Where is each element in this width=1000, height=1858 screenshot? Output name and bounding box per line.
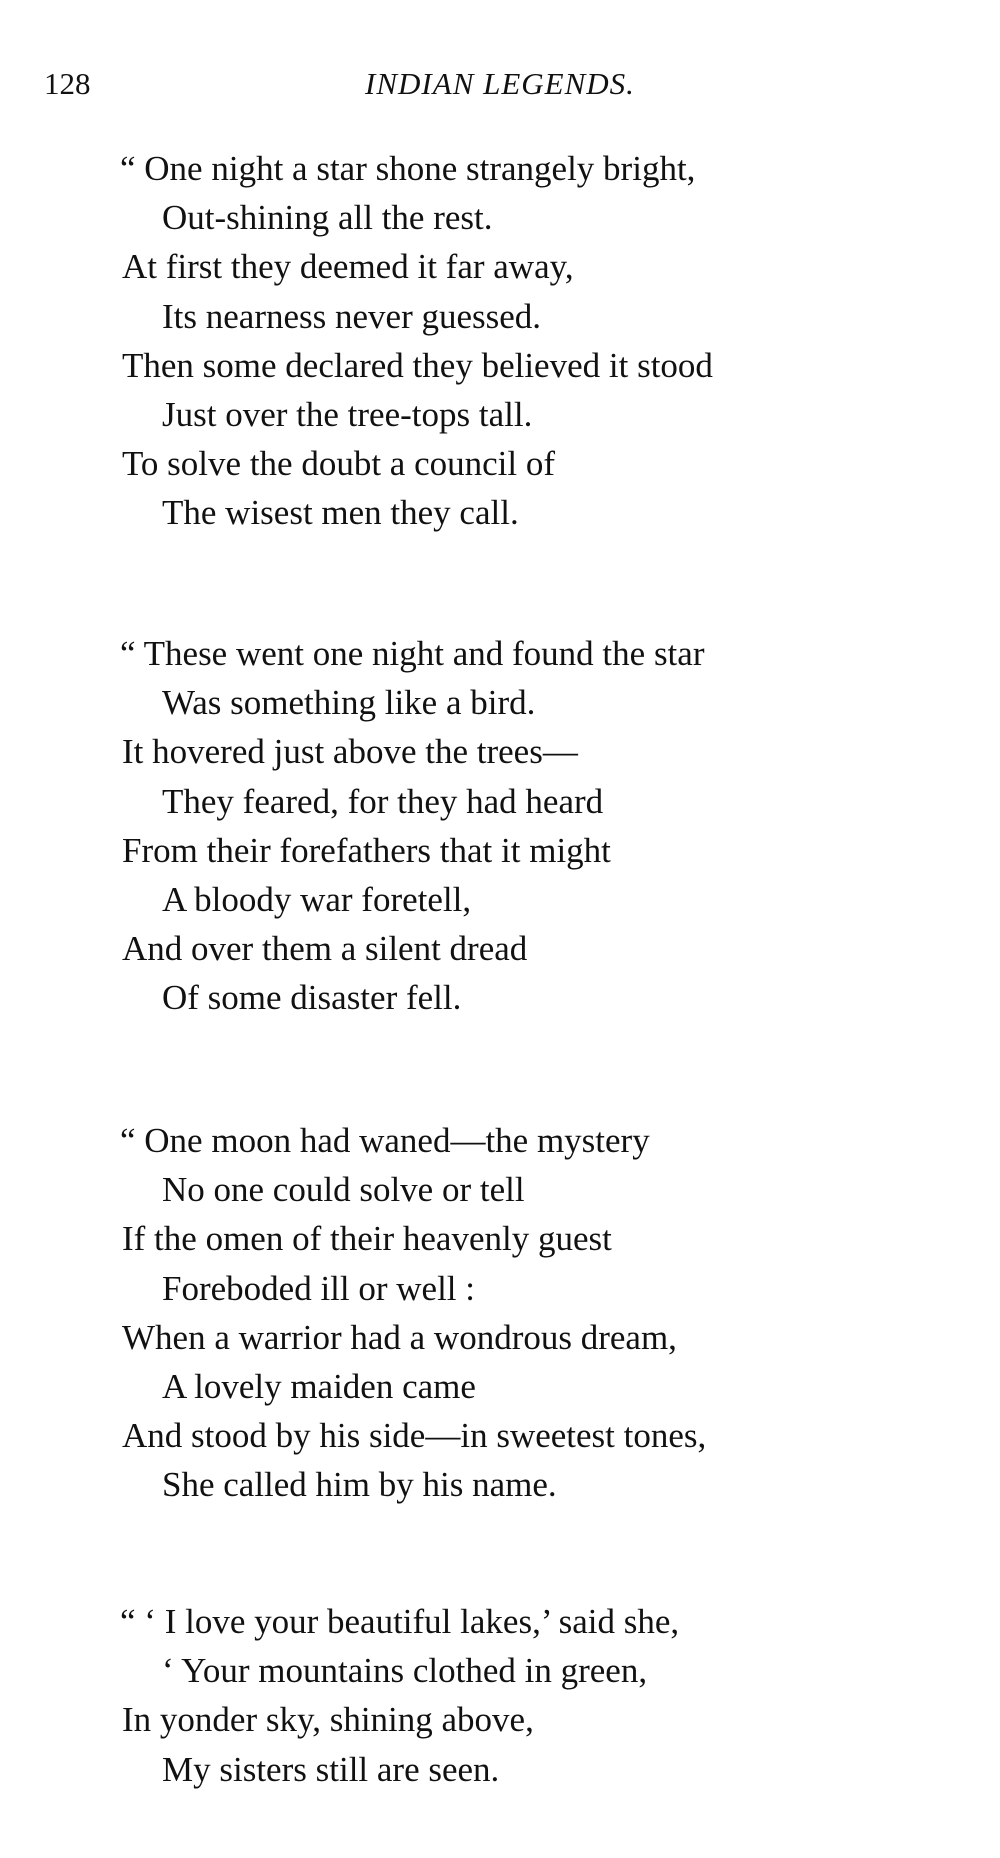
poem-line: The wisest men they call. — [162, 493, 519, 533]
stanza — [122, 1597, 679, 1794]
poem-line: ‘ Your mountains clothed in green, — [162, 1651, 648, 1691]
poem-line: Out-shining all the rest. — [162, 198, 493, 238]
poem-line: “ These went one night and found the star — [120, 634, 705, 673]
poem-line: Just over the tree-tops tall. — [162, 394, 533, 434]
poem-line: In yonder sky, shining above, — [122, 1700, 534, 1740]
poem-line: And stood by his side—in sweetest tones, — [122, 1416, 707, 1456]
poem-line: “ One night a star shone strangely bright, — [120, 149, 696, 188]
poem-line: My sisters still are seen. — [162, 1749, 500, 1789]
running-title: INDIAN LEGENDS. — [365, 66, 635, 101]
poem-line: At first they deemed it far away, — [122, 247, 574, 287]
poem-line: From their forefathers that it might — [122, 830, 611, 870]
page-number: 128 — [44, 66, 91, 101]
poem-line: She called him by his name. — [162, 1465, 557, 1505]
poem-line: No one could solve or tell — [162, 1170, 525, 1210]
poem-line: Its nearness never guessed. — [162, 296, 542, 336]
poem-line: Of some disaster fell. — [162, 978, 462, 1018]
stanza — [122, 629, 704, 1023]
poem-line: Foreboded ill or well : — [162, 1268, 476, 1308]
poem-line: Then some declared they believed it stood — [122, 345, 713, 385]
poem-line: If the omen of their heavenly guest — [122, 1219, 612, 1259]
poem-line: Was something like a bird. — [162, 683, 536, 723]
poem-line: “ One moon had waned—the mystery — [120, 1121, 650, 1160]
poem-line: It hovered just above the trees— — [122, 732, 578, 772]
poem-line: And over them a silent dread — [122, 929, 528, 969]
poem-line: A lovely maiden came — [162, 1366, 476, 1406]
poem-line: To solve the doubt a council of — [122, 444, 556, 484]
poem-line: They feared, for they had heard — [162, 781, 604, 821]
poem-line: A bloody war foretell, — [162, 879, 472, 919]
stanza — [122, 144, 713, 538]
poem-line: When a warrior had a wondrous dream, — [122, 1317, 677, 1357]
stanza — [122, 1116, 706, 1510]
poem-line: “ ‘ I love your beautiful lakes,’ said she, — [120, 1602, 680, 1641]
